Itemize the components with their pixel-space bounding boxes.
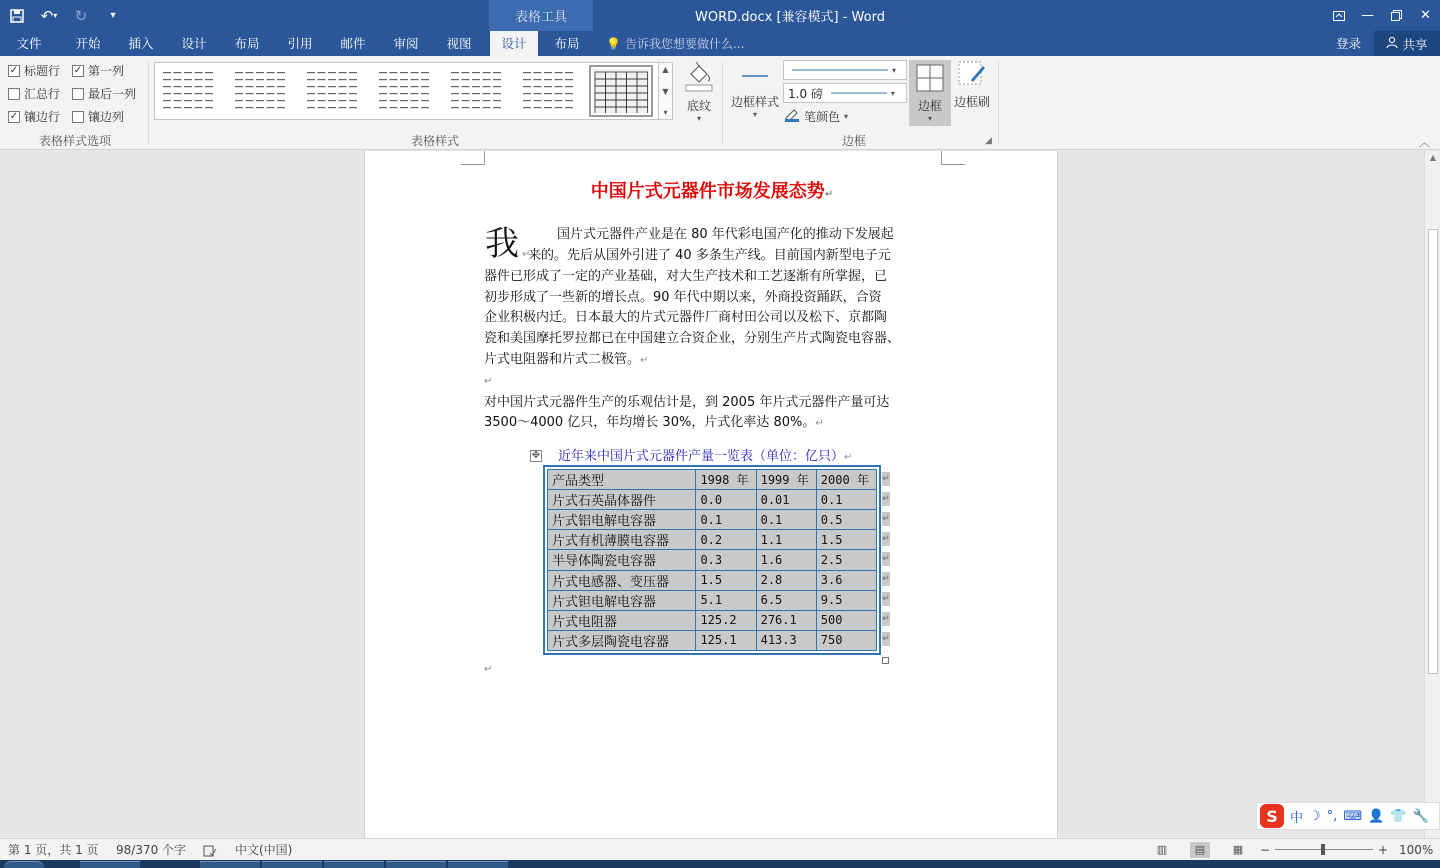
end-of-row-mark: ↵ [882, 494, 890, 504]
table-cell[interactable]: 1.5 [696, 570, 756, 590]
chevron-down-icon: ▾ [927, 114, 932, 123]
gallery-more-icon[interactable]: ▾ [663, 108, 668, 117]
checkbox-label: 镶边列 [88, 110, 125, 124]
redo-icon[interactable]: ↻ [74, 6, 88, 25]
gallery-up-icon[interactable]: ▲ [662, 65, 669, 74]
taskbar-item[interactable] [262, 861, 322, 868]
table-styles-gallery [154, 62, 659, 120]
pen-color-label: 笔颜色 [804, 110, 841, 124]
table-cell[interactable]: 9.5 [816, 590, 876, 610]
border-painter-button[interactable] [952, 60, 992, 110]
border-style-line-icon [740, 64, 770, 91]
save-icon[interactable] [4, 4, 30, 28]
moon-icon[interactable]: ☽ [1309, 808, 1321, 824]
tab-table-layout[interactable]: 布局 [554, 36, 580, 51]
paragraph-mark: ↵ [522, 249, 531, 260]
table-cell[interactable]: 片式电感器、变压器 [548, 570, 696, 590]
table-caption [558, 445, 852, 464]
table-cell[interactable]: 0.1 [756, 510, 816, 530]
table-cell[interactable]: 片式多层陶瓷电容器 [548, 630, 696, 650]
window-controls [1324, 0, 1440, 31]
empty-paragraph [484, 659, 492, 681]
table-style-thumbnail-selected[interactable] [593, 69, 649, 113]
undo-icon[interactable]: ↶ ▾ [40, 6, 58, 25]
paragraph-line: 企业积极内迁。日本最大的片式元器件厂商村田公司以及松下、京都陶 [484, 310, 888, 325]
zoom-in-icon[interactable]: + [1378, 843, 1389, 857]
data-table-wrapper [543, 465, 881, 655]
window-title: WORD.docx [兼容模式] - Word [695, 10, 885, 25]
chevron-down-icon: ▾ [892, 65, 897, 75]
restore-icon[interactable] [1382, 0, 1411, 31]
checkbox-box: ✓ [9, 64, 19, 76]
paragraph-line [484, 413, 824, 435]
banded-rows-checkbox[interactable] [8, 108, 60, 125]
skin-icon[interactable]: 👕 [1390, 808, 1407, 824]
word-count[interactable]: 98/370 个字 [116, 843, 187, 857]
paragraph-line: 来的。先后从国外引进了 40 多条生产线。目前国内新型电子元 [528, 248, 891, 263]
table-row [548, 590, 877, 610]
pen-icon [784, 108, 800, 125]
paragraph-line: 器件已形成了一定的产业基础，对大生产技术和工艺逐渐有所掌握，已 [484, 269, 888, 284]
punctuation-icon[interactable]: °, [1326, 808, 1338, 824]
table-style-thumbnail[interactable] [449, 69, 505, 113]
table-header-row [548, 470, 877, 490]
line-style-preview [788, 67, 892, 73]
shading-button[interactable] [682, 60, 716, 123]
table-header-cell[interactable]: 产品类型 [548, 470, 696, 490]
table-cell[interactable]: 750 [816, 630, 876, 650]
table-cell[interactable]: 2.5 [816, 550, 876, 570]
table-cell[interactable]: 片式钽电解电容器 [548, 590, 696, 610]
table-cell[interactable]: 片式电阻器 [548, 610, 696, 630]
ime-language[interactable]: 中 [1290, 810, 1304, 826]
customize-qat-icon[interactable]: ▾ [110, 10, 116, 21]
table-cell[interactable]: 半导体陶瓷电容器 [548, 550, 696, 570]
checkbox-box [72, 111, 84, 123]
paragraph-line-text: 3500～4000 亿只，年均增长 30%，片式化率达 80%。 [484, 415, 816, 430]
border-styles-button[interactable] [729, 64, 781, 119]
table-row [548, 530, 877, 550]
taskbar-item[interactable] [80, 861, 140, 868]
group-separator [148, 62, 149, 144]
checkbox-label: 汇总行 [24, 87, 61, 101]
page-count[interactable]: 第 1 页，共 1 页 [8, 843, 99, 857]
close-icon[interactable]: ✕ [1420, 8, 1431, 23]
tab-file[interactable]: 文件 [16, 36, 42, 51]
borders-button-inner [909, 64, 951, 123]
tab-design[interactable]: 设计 [181, 36, 207, 51]
empty-paragraph [484, 371, 492, 393]
last-column-checkbox[interactable] [72, 85, 136, 102]
table-cell[interactable]: 片式铝电解电容器 [548, 510, 696, 530]
borders-label: 边框 [917, 99, 942, 113]
table-cell[interactable]: 2.8 [756, 570, 816, 590]
table-tools-context-label: 表格工具 [489, 0, 593, 31]
paragraph-line-text: 片式电阻器和片式二极管。 [484, 352, 641, 367]
end-of-row-mark: ↵ [882, 514, 890, 524]
table-move-handle-icon[interactable]: ✥ [531, 450, 541, 461]
table-cell[interactable]: 0.0 [696, 490, 756, 510]
table-resize-handle[interactable] [882, 657, 889, 664]
zoom-level[interactable]: 100% [1399, 843, 1434, 857]
proofing-icon[interactable] [203, 839, 217, 861]
document-title-text: 中国片式元器件市场发展态势 [590, 181, 825, 202]
border-painter-icon [957, 60, 987, 91]
table-header-cell[interactable]: 2000 年 [816, 470, 876, 490]
table-cell[interactable]: 1.5 [816, 530, 876, 550]
paragraph-line: 瓷和美国摩托罗拉都已在中国建立合资企业，分别生产片式陶瓷电容器、 [484, 331, 901, 346]
table-cell[interactable]: 0.1 [816, 490, 876, 510]
table-header-cell[interactable]: 1998 年 [696, 470, 756, 490]
chevron-down-icon: ▾ [844, 112, 849, 121]
person-icon [1386, 36, 1398, 51]
taskbar-item[interactable] [324, 861, 384, 868]
table-cell[interactable]: 1.1 [756, 530, 816, 550]
table-row [548, 490, 877, 510]
tell-me-placeholder: 告诉我您想要做什么... [624, 37, 745, 51]
chevron-down-icon: ▾ [890, 88, 895, 98]
table-cell[interactable]: 5.1 [696, 590, 756, 610]
paint-bucket-icon [684, 60, 714, 95]
table-cell[interactable]: 片式有机薄膜电容器 [548, 530, 696, 550]
paragraph-mark: ↵ [484, 664, 493, 675]
end-of-row-mark: ↵ [882, 594, 890, 604]
share-label: 共享 [1402, 36, 1428, 52]
table-header-cell[interactable]: 1999 年 [756, 470, 816, 490]
lightbulb-icon: 💡 [606, 36, 621, 51]
checkbox-box [72, 88, 84, 100]
table-row [548, 510, 877, 530]
total-row-checkbox[interactable] [8, 85, 60, 102]
checkbox-box: ✓ [9, 110, 19, 122]
tab-references[interactable]: 引用 [287, 36, 313, 51]
checkbox-label: 最后一列 [88, 87, 137, 101]
tab-mailings[interactable]: 邮件 [340, 36, 366, 51]
taskbar-item[interactable] [200, 861, 260, 868]
paragraph-mark: ↵ [815, 418, 824, 429]
group-separator [722, 62, 723, 144]
end-of-row-mark: ↵ [882, 554, 890, 564]
checkbox-box: ✓ [73, 64, 83, 76]
table-row [548, 610, 877, 630]
ribbon-tab-bar [0, 31, 1440, 56]
document-page[interactable] [364, 151, 1058, 838]
table-style-thumbnail[interactable] [521, 69, 577, 113]
wrench-icon[interactable]: 🔧 [1412, 808, 1429, 824]
minimize-icon[interactable]: — [1361, 8, 1374, 23]
tell-me-search[interactable] [606, 31, 744, 56]
line-weight-preview [829, 90, 891, 96]
chevron-down-icon: ▾ [752, 110, 757, 119]
paragraph-line: 国片式元器件产业是在 80 年代彩电国产化的推动下发展起 [557, 227, 894, 242]
table-style-thumbnail[interactable] [377, 69, 433, 113]
collapse-ribbon-icon[interactable]: ︿ [1419, 136, 1430, 149]
ribbon-display-options-icon[interactable] [1324, 0, 1353, 31]
paragraph-mark: ↵ [640, 355, 649, 366]
pen-color-button[interactable] [784, 108, 848, 125]
login-link[interactable]: 登录 [1336, 36, 1362, 51]
scroll-up-icon[interactable]: ▲ [1429, 153, 1437, 162]
line-style-select[interactable] [783, 60, 907, 80]
tab-view[interactable]: 视图 [446, 36, 472, 51]
document-title [365, 177, 1059, 203]
start-button[interactable] [4, 861, 44, 868]
vertical-scrollbar[interactable] [1424, 151, 1440, 838]
table-style-thumbnail[interactable] [305, 69, 361, 113]
tab-layout[interactable]: 布局 [234, 36, 260, 51]
tab-table-design[interactable]: 设计 [490, 31, 538, 56]
line-weight-select[interactable] [783, 83, 907, 103]
border-painter-label: 边框刷 [953, 95, 990, 109]
table-cell[interactable]: 0.1 [696, 510, 756, 530]
table-row [548, 570, 877, 590]
user-icon[interactable]: 👤 [1368, 808, 1385, 824]
ribbon [0, 56, 1440, 150]
tab-insert[interactable]: 插入 [128, 36, 154, 51]
table-cell[interactable]: 125.2 [696, 610, 756, 630]
table-styles-group-label: 表格样式 [410, 134, 459, 148]
table-row [548, 550, 877, 570]
border-styles-label: 边框样式 [730, 95, 779, 109]
end-of-row-mark: ↵ [882, 614, 890, 624]
data-table[interactable] [547, 469, 877, 651]
gallery-scroll [659, 62, 673, 120]
taskbar [0, 860, 1440, 868]
status-bar [0, 838, 1440, 860]
borders-group-label: 边框 [841, 134, 866, 148]
shading-label: 底纹 [686, 99, 711, 113]
zoom-slider-thumb[interactable] [1321, 844, 1325, 855]
table-cell[interactable]: 0.01 [756, 490, 816, 510]
first-column-checkbox[interactable] [72, 62, 124, 79]
table-cell[interactable]: 0.5 [816, 510, 876, 530]
zoom-out-icon[interactable]: − [1260, 843, 1271, 857]
paragraph-line: 对中国片式元器件生产的乐观估计是，到 2005 年片式元器件产量可达 [484, 395, 890, 410]
group-separator [998, 62, 999, 144]
language-status[interactable]: 中文(中国) [235, 843, 293, 857]
borders-dialog-launcher-icon[interactable]: ◢ [985, 136, 992, 146]
taskbar-item[interactable] [448, 861, 508, 868]
checkbox-label: 镶边行 [24, 110, 61, 124]
table-cell[interactable]: 276.1 [756, 610, 816, 630]
keyboard-icon[interactable]: ⌨ [1343, 808, 1363, 824]
borders-button[interactable] [909, 60, 951, 126]
gallery-down-icon[interactable]: ▼ [662, 86, 669, 96]
end-of-row-mark: ↵ [882, 574, 890, 584]
table-cell[interactable]: 片式石英晶体器件 [548, 490, 696, 510]
tab-review[interactable]: 审阅 [393, 36, 419, 51]
tab-home[interactable]: 开始 [75, 36, 101, 51]
web-layout-icon[interactable]: ▦ [1232, 843, 1244, 856]
paragraph-line: 初步形成了一些新的增长点。90 年代中期以来，外商投资踊跃，合资 [484, 290, 882, 305]
quick-access-toolbar [4, 0, 126, 31]
table-cell[interactable]: 0.2 [696, 530, 756, 550]
crop-mark [461, 151, 485, 165]
table-style-options-group-label: 表格样式选项 [38, 134, 111, 148]
table-cell[interactable]: 125.1 [696, 630, 756, 650]
title-bar [0, 0, 1440, 31]
paragraph-mark: ↵ [844, 452, 853, 463]
share-button[interactable] [1374, 31, 1440, 56]
drop-cap: 我 [485, 224, 519, 264]
crop-mark [941, 151, 965, 165]
table-style-thumbnail[interactable] [233, 69, 289, 113]
border-grid-icon [916, 64, 944, 95]
paragraph-mark: ↵ [484, 376, 493, 387]
sogou-logo-icon[interactable]: S [1260, 804, 1284, 828]
table-style-thumbnail[interactable] [161, 69, 217, 113]
ime-toolbar [1256, 802, 1440, 830]
paragraph-mark: ↵ [824, 189, 834, 200]
table-cell[interactable]: 1.6 [756, 550, 816, 570]
document-area [0, 151, 1424, 838]
paragraph-line [484, 350, 648, 372]
table-cell[interactable]: 6.5 [756, 590, 816, 610]
table-row [548, 630, 877, 650]
end-of-row-mark: ↵ [882, 534, 890, 544]
scrollbar-thumb[interactable] [1428, 229, 1438, 674]
checkbox-label: 标题行 [24, 64, 61, 78]
table-cell[interactable]: 3.6 [816, 570, 876, 590]
table-cell[interactable]: 500 [816, 610, 876, 630]
table-cell[interactable]: 413.3 [756, 630, 816, 650]
end-of-row-mark: ↵ [882, 474, 890, 484]
chevron-down-icon: ▾ [696, 114, 701, 123]
banded-columns-checkbox[interactable] [72, 108, 124, 125]
table-cell[interactable]: 0.3 [696, 550, 756, 570]
line-weight-value: 1.0 磅 [788, 86, 823, 101]
print-layout-icon[interactable]: ▤ [1190, 842, 1210, 858]
checkbox-box [8, 88, 20, 100]
read-mode-icon[interactable]: ▥ [1156, 843, 1168, 856]
taskbar-item[interactable] [386, 861, 446, 868]
table-caption-text: 近年来中国片式元器件产量一览表（单位：亿只） [558, 449, 845, 464]
end-of-row-mark: ↵ [882, 634, 890, 644]
header-row-checkbox[interactable] [8, 62, 60, 79]
checkbox-label: 第一列 [88, 64, 125, 78]
